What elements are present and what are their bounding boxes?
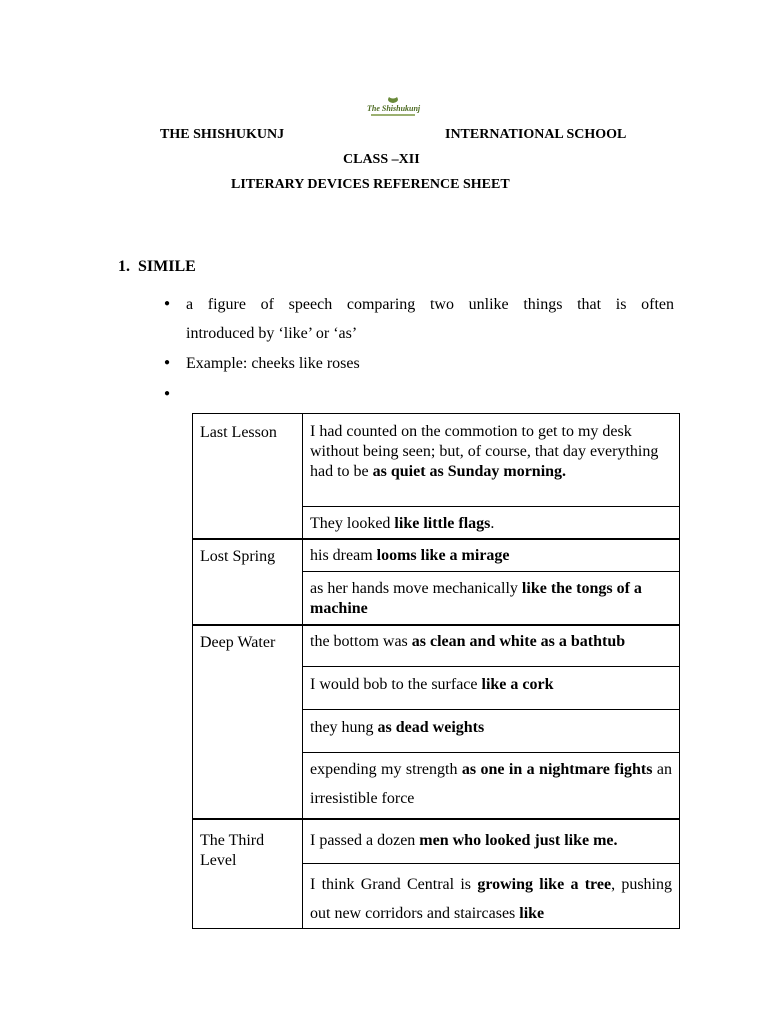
row-border [193,818,679,820]
simile-example: expending my strength as one in a nightmare fights an irresistible force [310,761,673,807]
section-title: SIMILE [138,258,196,275]
subrow-border [302,709,679,710]
story-title: The Third Level [200,832,265,869]
simile-example: they hung as dead weights [310,719,485,736]
bullet-icon: ● [164,298,171,309]
class-label: CLASS –XII [343,152,420,167]
subrow-border [302,863,679,864]
section-number: 1. [118,258,130,275]
simile-example: his dream looms like a mirage [310,547,510,564]
simile-example: I passed a dozen men who looked just like me. [310,832,618,849]
subrow-border [302,506,679,507]
definition-line-2: introduced by ‘like’ or ‘as’ [186,325,358,342]
simile-example: the bottom was as clean and white as a bathtub [310,633,626,650]
subrow-border [302,666,679,667]
section-heading [118,258,196,276]
column-divider [302,414,303,928]
story-title: Lost Spring [200,548,276,565]
sheet-title: LITERARY DEVICES REFERENCE SHEET [231,177,510,192]
bullet-icon: ● [164,388,171,399]
subrow-border [302,571,679,572]
story-title: Last Lesson [200,424,277,441]
row-border [193,538,679,540]
story-title: Deep Water [200,634,276,651]
simile-example: They looked like little flags. [310,515,495,532]
simile-example: as her hands move mechanically like the tongs of a machine [310,580,642,617]
logo-image [365,96,421,120]
simile-examples-table [192,413,680,929]
simile-example: I would bob to the surface like a cork [310,676,554,693]
school-logo [365,96,421,120]
school-name-left: THE SHISHUKUNJ [160,127,285,142]
school-name-right: INTERNATIONAL SCHOOL [445,127,627,142]
subrow-border [302,752,679,753]
example-bullet: Example: cheeks like roses [186,355,360,372]
svg-text:The Shishukunj: The Shishukunj [367,104,421,113]
simile-example: I had counted on the commotion to get to my desk without being seen; but, of course, that day everything had to be as quiet as Sunday morning. [310,423,659,480]
row-border [193,624,679,626]
simile-example: I think Grand Central is growing like a tree, pushing out new corridors and staircases like [310,876,673,922]
bullet-icon: ● [164,357,171,368]
definition-line-1: a figure of speech comparing two unlike things that is often [186,296,674,313]
